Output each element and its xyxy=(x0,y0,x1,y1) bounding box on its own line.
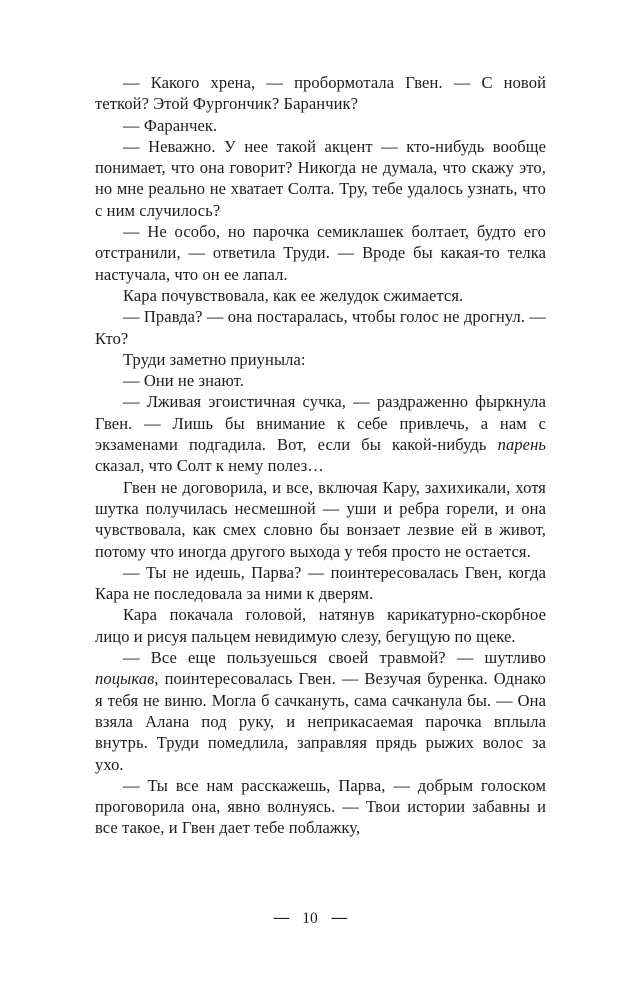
paragraph xyxy=(95,349,546,370)
text-run: — Ты все нам расскажешь, Парва, — добрым голоском проговорила она, явно волнуясь. — Твои истории забавны и все такое, и Гвен дает тебе поблажку, xyxy=(95,775,546,838)
italic-text-run: парень xyxy=(497,435,546,455)
text-run: — Фаранчек. xyxy=(123,115,218,135)
text-run: — Какого хрена, — пробормотала Гвен. — С новой теткой? Этой Фургончик? Баранчик? xyxy=(95,73,546,114)
paragraph xyxy=(95,115,546,136)
paragraph xyxy=(95,477,546,562)
text-run: — Правда? — она постаралась, чтобы голос не дрогнул. — Кто? xyxy=(95,307,546,348)
paragraph xyxy=(95,370,546,391)
page-text xyxy=(95,72,546,839)
text-run: , поинтересовалась Гвен. — Везучая буренка. Однако я тебя не виню. Могла б сачкануть, сама сачканула бы. — Она взяла Алана под руку, и неприкасаемая парочка вплыла внутрь. Труди помедлила, заправляя прядь рыжих волос за ухо. xyxy=(95,669,546,774)
paragraph xyxy=(95,136,546,221)
text-run: — Они не знают. xyxy=(123,371,244,391)
text-run: — Не особо, но парочка семиклашек болтает, будто его отстранили, — ответила Труди. — Вроде бы какая-то телка настучала, что он ее лапал. xyxy=(95,222,546,284)
footer-left-rule: — xyxy=(273,909,289,926)
text-run: — Ты не идешь, Парва? — поинтересовалась Гвен, когда Кара не последовала за ними к дверям. xyxy=(95,562,546,604)
text-run: сказал, что Солт к нему полез… xyxy=(95,456,324,476)
paragraph xyxy=(95,285,546,306)
paragraph xyxy=(95,775,546,839)
footer-right-rule: — xyxy=(331,909,347,926)
paragraph xyxy=(95,562,546,605)
paragraph xyxy=(95,604,546,647)
text-run: — Лживая эгоистичная сучка, — раздраженно фыркнула Гвен. — Лишь бы внимание к себе привлечь, а нам с экзаменами подгадила. Вот, если бы какой-нибудь xyxy=(95,392,546,455)
paragraph xyxy=(95,391,546,476)
paragraph xyxy=(95,221,546,285)
paragraph xyxy=(95,306,546,349)
page-number: 10 xyxy=(302,910,318,927)
text-run: Труди заметно приуныла: xyxy=(123,349,306,369)
text-run: — Неважно. У нее такой акцент — кто-нибудь вообще понимает, что она говорит? Никогда не думала, что скажу это, но мне реально не хватает Солта. Тру, тебе удалось узнать, что с ним случилось? xyxy=(95,136,546,220)
italic-text-run: поцыкав xyxy=(95,669,155,689)
paragraph xyxy=(95,72,546,115)
paragraph xyxy=(95,647,546,775)
text-run: Гвен не договорила, и все, включая Кару, захихикали, хотя шутка получилась несмешной — уши и ребра горели, и она чувствовала, как смех словно бы вонзает лезвие ей в живот, потому что иногда другого выхода у тебя просто не остается. xyxy=(95,477,546,561)
text-run: Кара покачала головой, натянув карикатурно-скорбное лицо и рисуя пальцем невидимую слезу, бегущую по щеке. xyxy=(95,605,546,646)
page-footer xyxy=(0,910,620,928)
text-run: — Все еще пользуешься своей травмой? — шутливо xyxy=(123,648,546,668)
text-run: Кара почувствовала, как ее желудок сжимается. xyxy=(123,285,464,305)
